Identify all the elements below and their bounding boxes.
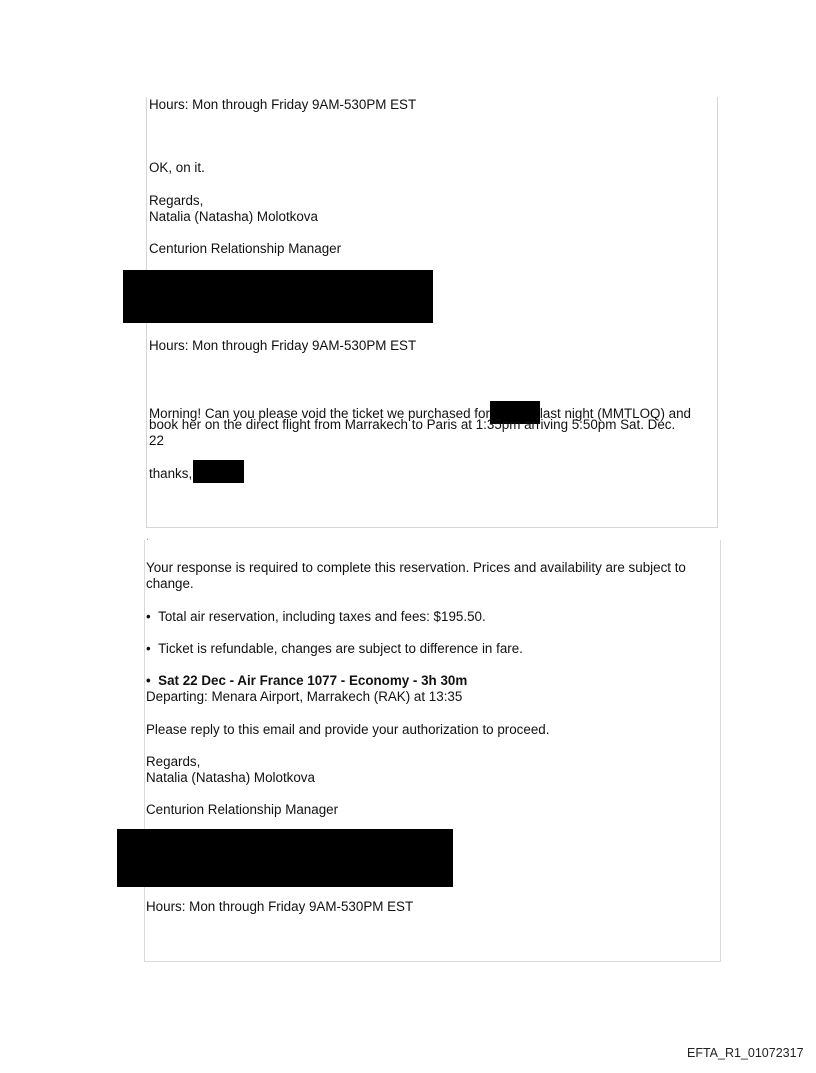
flight-text: Sat 22 Dec - Air France 1077 - Economy - 3h 30m — [158, 673, 468, 688]
total-line — [146, 609, 486, 625]
bullet-icon: • — [146, 609, 151, 624]
redaction-block — [117, 829, 453, 887]
document-id: EFTA_R1_01072317 — [687, 1046, 804, 1060]
hours-text: Hours: Mon through Friday 9AM-530PM EST — [149, 97, 417, 112]
hours-text: Hours: Mon through Friday 9AM-530PM EST — [146, 899, 414, 914]
redaction-block — [193, 460, 244, 483]
request-text-a: Morning! Can you please void the ticket we purchased for — [149, 406, 490, 421]
signature-regards: Regards, — [146, 754, 201, 769]
response-line-2: change. — [146, 576, 194, 591]
reply-instruction: Please reply to this email and provide your authorization to proceed. — [146, 722, 550, 737]
refund-text: Ticket is refundable, changes are subject to difference in fare. — [158, 641, 523, 656]
thanks-text: thanks, — [149, 466, 193, 481]
flight-line — [146, 673, 467, 689]
signature-name: Natalia (Natasha) Molotkova — [146, 770, 315, 785]
signature-regards: Regards, — [149, 193, 204, 208]
bullet-icon: • — [146, 673, 151, 688]
signature-title: Centurion Relationship Manager — [149, 241, 342, 256]
signature-name: Natalia (Natasha) Molotkova — [149, 209, 318, 224]
thanks-line — [149, 466, 192, 482]
reply-text: OK, on it. — [149, 160, 205, 175]
refund-line — [146, 641, 523, 657]
response-line-1: Your response is required to complete this reservation. Prices and availability are subject to — [146, 560, 686, 575]
separator-dot: . — [146, 531, 150, 543]
departing-line: Departing: Menara Airport, Marrakech (RAK) at 13:35 — [146, 689, 463, 704]
signature-title: Centurion Relationship Manager — [146, 802, 339, 817]
request-text-b: last night (MMTLOQ) and — [539, 406, 691, 421]
hours-text: Hours: Mon through Friday 9AM-530PM EST — [149, 338, 417, 353]
redaction-block — [123, 270, 433, 323]
bullet-icon: • — [146, 641, 151, 656]
total-text: Total air reservation, including taxes and fees: $195.50. — [158, 609, 486, 624]
request-line-3: 22 — [149, 433, 164, 448]
request-line-2: book her on the direct flight from Marrakech to Paris at 1:35pm arriving 5:50pm Sat. Dec. — [149, 417, 676, 432]
